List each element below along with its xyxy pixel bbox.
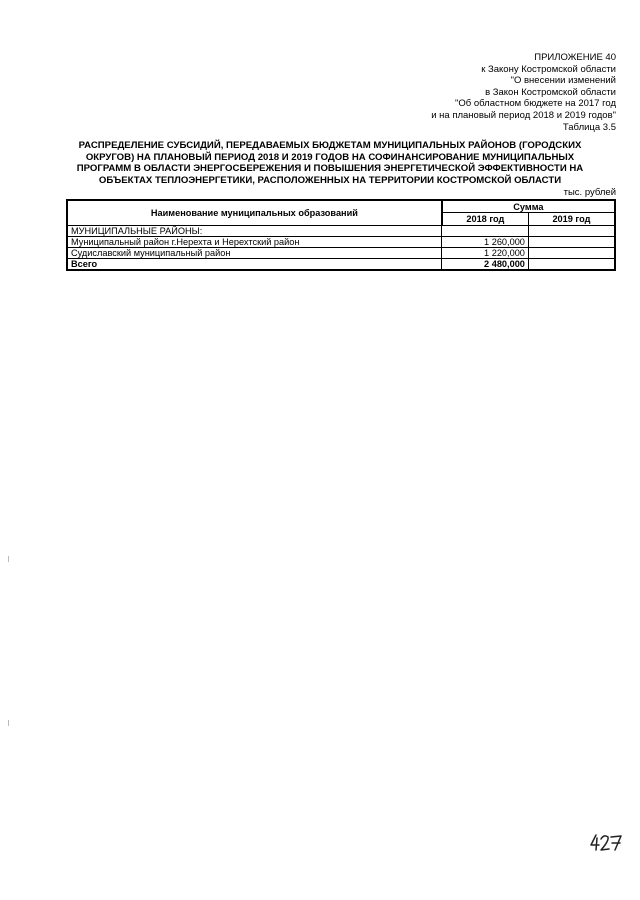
table-row [67,226,615,237]
title-line: ОКРУГОВ) НА ПЛАНОВЫЙ ПЕРИОД 2018 И 2019 ГОДОВ НА СОФИНАНСИРОВАНИЕ МУНИЦИПАЛЬНЫХ [85,151,575,163]
row-value-2019 [528,248,615,259]
total-value-2019 [528,259,615,271]
title-line: ПРОГРАММ В ОБЛАСТИ ЭНЕРГОСБЕРЕЖЕНИЯ И ПОВЫШЕНИЯ ЭНЕРГЕТИЧЕСКОЙ ЭФФЕКТИВНОСТИ НА [76,163,584,175]
header-line: ПРИЛОЖЕНИЕ 40 [534,52,616,63]
header-line: "О внесении изменений [510,75,616,87]
header-line: в Закон Костромской области [485,86,616,98]
table-row [67,248,615,259]
table-row [67,237,615,248]
column-header-2018: 2018 год [442,213,529,226]
row-value-2019 [528,237,615,248]
title-line: ОБЪЕКТАХ ТЕПЛОЭНЕРГЕТИКИ, РАСПОЛОЖЕННЫХ НА ТЕРРИТОРИИ КОСТРОМСКОЙ ОБЛАСТИ [98,174,562,186]
scan-edge-mark [8,720,9,726]
row-name: МУНИЦИПАЛЬНЫЕ РАЙОНЫ: [67,226,442,237]
row-value-2018: 1 220,000 [442,248,529,259]
appendix-header [356,52,616,133]
row-value-2018 [442,226,529,237]
total-value-2018: 2 480,000 [442,259,529,271]
row-value-2018: 1 260,000 [442,237,529,248]
row-value-2019 [528,226,615,237]
handwritten-page-number [589,833,623,853]
header-line: "Об областном бюджете на 2017 год [455,98,616,110]
header-line: Таблица 3.5 [562,121,616,133]
column-header-name: Наименование муниципальных образований [67,200,442,226]
total-row [67,259,615,271]
units-label: тыс. рублей [563,187,616,198]
total-label: Всего [67,259,442,271]
column-header-2019: 2019 год [528,213,615,226]
row-name: Судиславский муниципальный район [67,248,442,259]
column-header-sum: Сумма [442,200,615,213]
header-line: к Закону Костромской области [481,63,616,75]
subsidies-table [66,199,616,271]
header-line: и на плановый период 2018 и 2019 годов" [431,109,616,121]
title-line: РАСПРЕДЕЛЕНИЕ СУБСИДИЙ, ПЕРЕДАВАЕМЫХ БЮДЖЕТАМ МУНИЦИПАЛЬНЫХ РАЙОНОВ (ГОРОДСКИХ [78,140,582,151]
document-title [60,140,600,186]
scan-edge-mark [8,556,9,562]
row-name: Муниципальный район г.Нерехта и Нерехтский район [67,237,442,248]
